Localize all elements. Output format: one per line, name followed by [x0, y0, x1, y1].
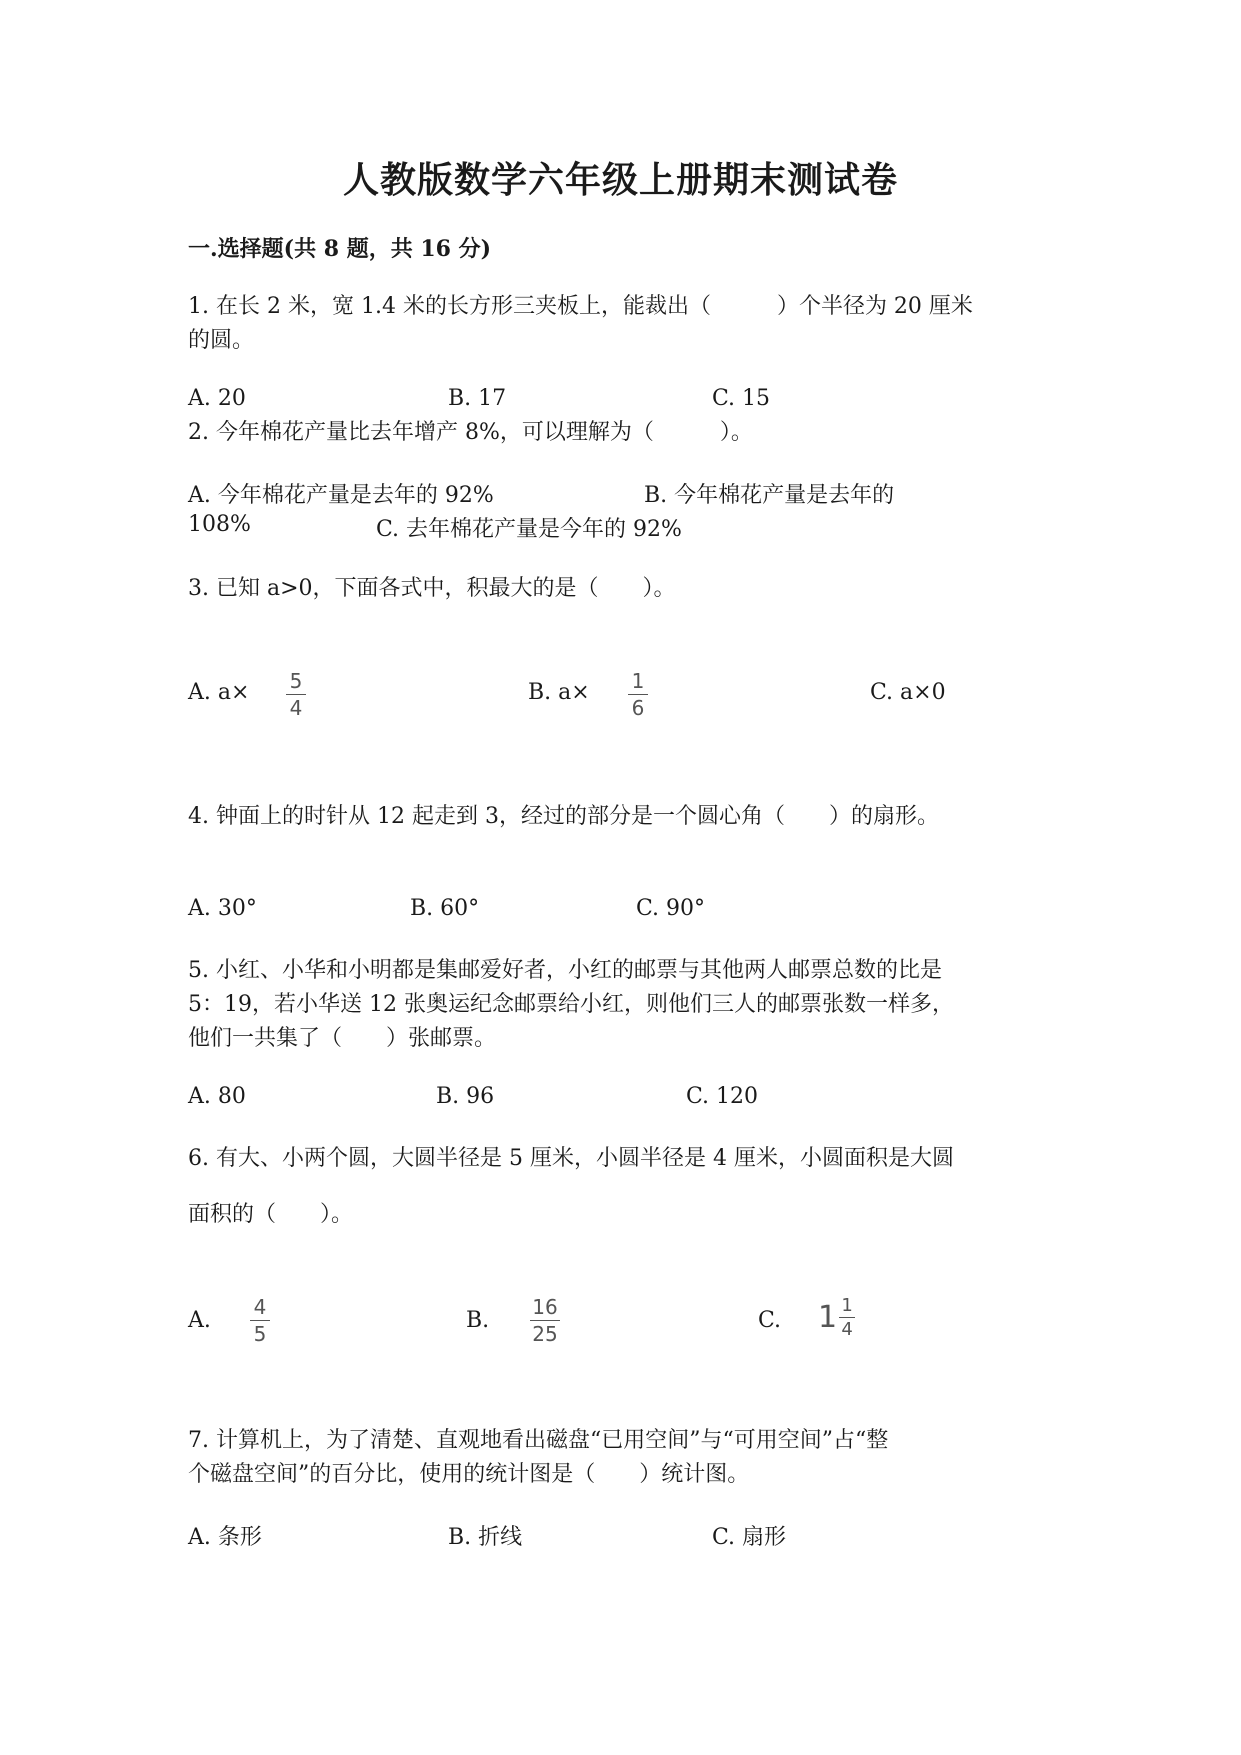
question-7-line-1: 7. 计算机上，为了清楚、直观地看出磁盘“已用空间”与“可用空间”占“整 [188, 1428, 889, 1453]
question-3-line-1: 3. 已知 a>0，下面各式中，积最大的是（ ）。 [188, 576, 676, 601]
question-5-line-2: 5：19，若小华送 12 张奥运纪念邮票给小红，则他们三人的邮票张数一样多， [188, 992, 954, 1017]
question-4-option-b: B. 60° [410, 896, 480, 921]
question-3-option-a: A. a× [188, 680, 250, 705]
fraction-numerator: 16 [532, 1295, 558, 1319]
mixed-number-1-1-4 [818, 1296, 855, 1339]
mixed-whole: 1 [818, 1300, 838, 1335]
question-1-option-c: C. 15 [712, 386, 771, 411]
fraction-denominator: 25 [532, 1322, 558, 1346]
question-7-option-c: C. 扇形 [712, 1525, 787, 1550]
fraction-5-4 [286, 670, 306, 719]
question-4-option-a: A. 30° [188, 896, 257, 921]
question-6-option-c: C. [758, 1308, 782, 1333]
question-5-option-a: A. 80 [188, 1084, 246, 1109]
question-1-line-1: 1. 在长 2 米，宽 1.4 米的长方形三夹板上，能裁出（ ）个半径为 20 厘米 [188, 294, 973, 319]
question-5-line-3: 他们一共集了（ ）张邮票。 [188, 1026, 497, 1051]
fraction-1-6 [628, 670, 648, 719]
question-6-option-b: B. [466, 1308, 490, 1333]
question-6-option-a: A. [188, 1308, 211, 1333]
fraction-bar [839, 1317, 855, 1318]
fraction-16-25 [530, 1296, 560, 1345]
question-4-line-1: 4. 钟面上的时针从 12 起走到 3，经过的部分是一个圆心角（ ）的扇形。 [188, 804, 939, 829]
question-4-option-c: C. 90° [636, 896, 706, 921]
question-1-option-a: A. 20 [188, 386, 246, 411]
question-2-option-b-continued: 108% [188, 512, 251, 537]
fraction-numerator: 1 [841, 1295, 853, 1316]
question-3-option-c: C. a×0 [870, 680, 946, 705]
question-1-option-b: B. 17 [448, 386, 507, 411]
fraction-bar [628, 694, 648, 695]
fraction-denominator: 4 [289, 696, 303, 720]
question-2-option-c: C. 去年棉花产量是今年的 92% [376, 517, 682, 542]
fraction-bar [286, 694, 306, 695]
question-6-line-2: 面积的（ ）。 [188, 1202, 354, 1227]
question-5-option-c: C. 120 [686, 1084, 759, 1109]
question-5-option-b: B. 96 [436, 1084, 495, 1109]
fraction-denominator: 4 [841, 1319, 853, 1340]
question-6-line-1: 6. 有大、小两个圆，大圆半径是 5 厘米，小圆半径是 4 厘米，小圆面积是大圆 [188, 1146, 954, 1171]
question-7-line-2: 个磁盘空间”的百分比，使用的统计图是（ ）统计图。 [188, 1462, 750, 1487]
fraction-numerator: 4 [253, 1295, 267, 1319]
question-2-option-b: B. 今年棉花产量是去年的 [644, 483, 895, 508]
question-7-option-b: B. 折线 [448, 1525, 523, 1550]
question-2-option-a: A. 今年棉花产量是去年的 92% [188, 483, 494, 508]
fraction-bar [250, 1320, 270, 1321]
fraction-4-5 [250, 1296, 270, 1345]
mixed-fraction [839, 1296, 855, 1339]
fraction-denominator: 5 [253, 1322, 267, 1346]
page-title: 人教版数学六年级上册期末测试卷 [342, 159, 898, 201]
fraction-denominator: 6 [631, 696, 645, 720]
section-heading: 一.选择题(共 8 题，共 16 分) [188, 236, 492, 262]
question-3-option-b: B. a× [528, 680, 590, 705]
question-7-option-a: A. 条形 [188, 1525, 262, 1550]
fraction-numerator: 1 [631, 669, 645, 693]
fraction-numerator: 5 [289, 669, 303, 693]
question-1-line-2: 的圆。 [188, 328, 255, 353]
fraction-bar [530, 1320, 560, 1321]
question-5-line-1: 5. 小红、小华和小明都是集邮爱好者，小红的邮票与其他两人邮票总数的比是 [188, 958, 942, 983]
question-2-line-1: 2. 今年棉花产量比去年增产 8%，可以理解为（ ）。 [188, 420, 753, 445]
